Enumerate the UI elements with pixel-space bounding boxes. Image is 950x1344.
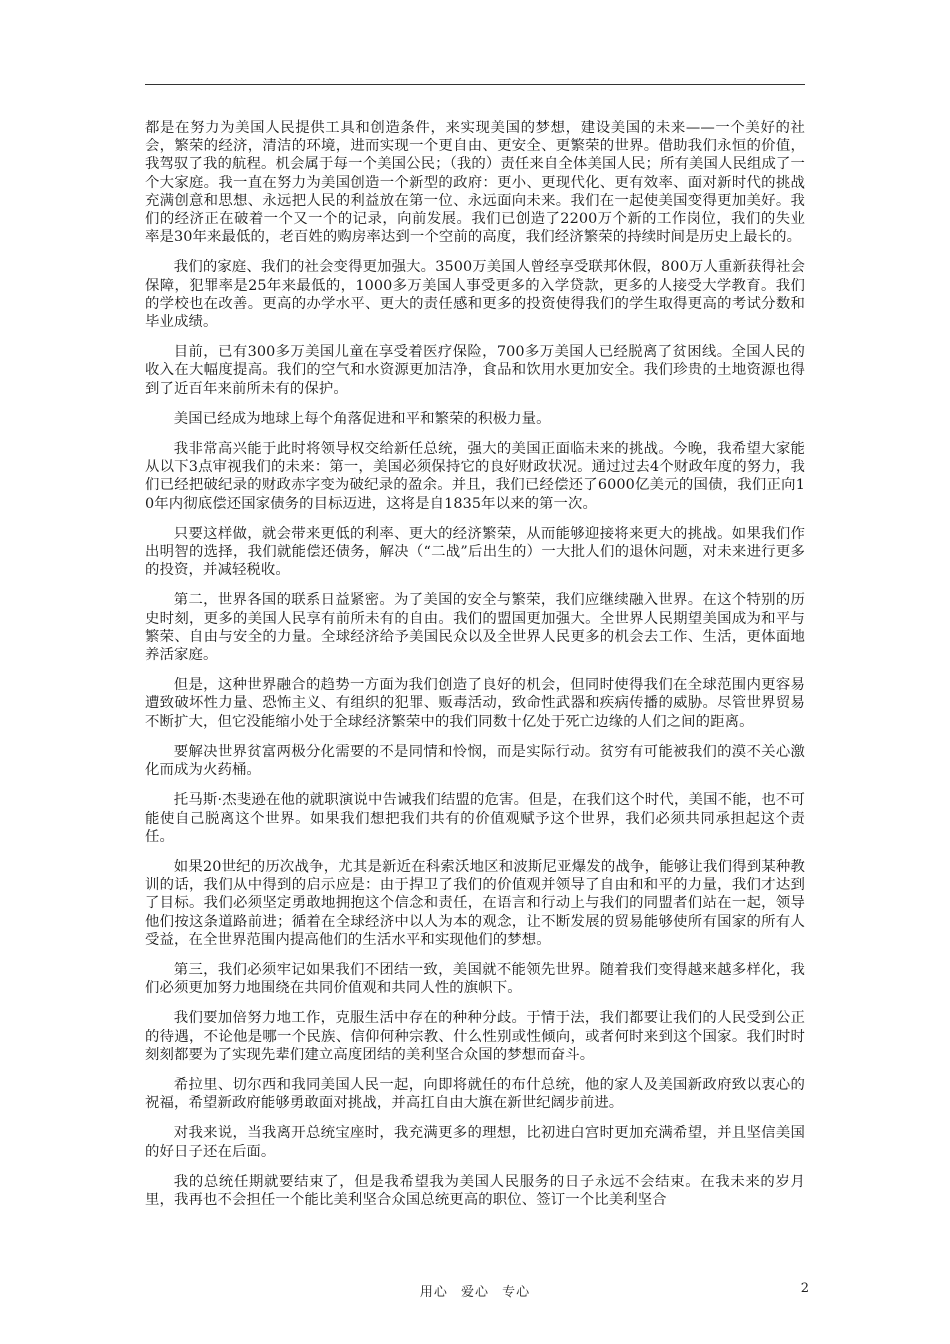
- paragraph: 只要这样做，就会带来更低的利率、更大的经济繁荣，从而能够迎接将来更大的挑战。如果我们作出明智的选择，我们就能偿还债务，解决（“二战”后出生的）一大批人们的退休问题，对未来进行更多的投资，并减轻税收。: [145, 525, 805, 579]
- paragraph: 我的总统任期就要结束了，但是我希望我为美国人民服务的日子永远不会结束。在我未来的岁月里，我再也不会担任一个能比美利坚合众国总统更高的职位、签订一个比美利坚合: [145, 1173, 805, 1208]
- paragraph: 我们要加倍努力地工作，克服生活中存在的种种分歧。于情于法，我们都要让我们的人民受到公正的待遇，不论他是哪一个民族、信仰何种宗教、什么性别或性倾向，或者何时来到这个国家。我们时时刻刻都要为了实现先辈们建立高度团结的美利坚合众国的梦想而奋斗。: [145, 1010, 805, 1063]
- paragraph: 要解决世界贫富两极分化需要的不是同情和怜悯，而是实际行动。贫穷有可能被我们的漠不关心激化而成为火药桶。: [145, 743, 805, 779]
- paragraph: 都是在努力为美国人民提供工具和创造条件，来实现美国的梦想，建设美国的未来——一个美好的社会，繁荣的经济，清洁的环境，进而实现一个更自由、更安全、更繁荣的世界。借助我们永恒的价值，我驾驭了我的航程。机会属于每一个美国公民；（我的）责任来自全体美国人民；所有美国人民组成了一个大家庭。我一直在努力为美国创造一个新型的政府：更小、更现代化、更有效率、面对新时代的挑战充满创意和思想、永远把人民的利益放在第一位、永远面向未来。我们在一起使美国变得更加美好。我们的经济正在破着一个又一个的记录，向前发展。我们已创造了2200万个新的工作岗位，我们的失业率是30年来最低的，老百姓的购房率达到一个空前的高度，我们经济繁荣的持续时间是历史上最长的。: [145, 120, 805, 246]
- footer-motto: 用心 爱心 专心: [419, 1285, 531, 1300]
- paragraph: 对我来说，当我离开总统宝座时，我充满更多的理想，比初进白宫时更加充满希望，并且坚信美国的好日子还在后面。: [145, 1125, 805, 1160]
- paragraph: 托马斯·杰斐逊在他的就职演说中告诫我们结盟的危害。但是，在我们这个时代，美国不能，也不可能使自己脱离这个世界。如果我们想把我们共有的价值观赋予这个世界，我们必须共同承担起这个责任。: [145, 792, 805, 845]
- paragraph: 美国已经成为地球上每个角落促进和平和繁荣的积极力量。: [173, 410, 551, 427]
- paragraph: 第二，世界各国的联系日益紧密。为了美国的安全与繁荣，我们应继续融入世界。在这个特别的历史时刻，更多的美国人民享有前所未有的自由。我们的盟国更加强大。全世界人民期望美国成为和平与繁荣、自由与安全的力量。全球经济给予美国民众以及全世界人民更多的机会去工作、生活，更体面地养活家庭。: [145, 592, 805, 664]
- paragraph: 我非常高兴能于此时将领导权交给新任总统，强大的美国正面临未来的挑战。今晚，我希望大家能从以下3点审视我们的未来：第一，美国必须保持它的良好财政状况。通过过去4个财政年度的努力，我们已经把破纪录的财政赤字变为破纪录的盈余。并且，我们已经偿还了6000亿美元的国债，我们正向10年内彻底偿还国家债务的目标迈进，这将是自1835年以来的第一次。: [145, 441, 805, 512]
- page-number: 2: [800, 1281, 809, 1296]
- paragraph: 第三，我们必须牢记如果我们不团结一致，美国就不能领先世界。随着我们变得越来越多样化，我们必须更加努力地围绕在共同价值观和共同人性的旗帜下。: [145, 961, 805, 997]
- paragraph: 目前，已有300多万美国儿童在享受着医疗保险，700多万美国人已经脱离了贫困线。全国人民的收入在大幅度提高。我们的空气和水资源更加洁净，食品和饮用水更加安全。我们珍贵的土地资源也得到了近百年来前所未有的保护。: [145, 344, 805, 397]
- paragraph: 如果20世纪的历次战争，尤其是新近在科索沃地区和波斯尼亚爆发的战争，能够让我们得到某种教训的话，我们从中得到的启示应是：由于捍卫了我们的价值观并领导了自由和和平的力量，我们才达到了目标。我们必须坚定勇敢地拥抱这个信念和责任，在语言和行动上与我们的同盟者们站在一起，领导他们按这条道路前进；循着在全球经济中以人为本的观念，让不断发展的贸易能够使所有国家的所有人受益，在全世界范围内提高他们的生活水平和实现他们的梦想。: [145, 858, 805, 948]
- header-rule: [145, 84, 805, 85]
- document-body: [145, 119, 805, 1221]
- paragraph: 但是，这种世界融合的趋势一方面为我们创造了良好的机会，但同时使得我们在全球范围内更容易遭致破坏性力量、恐怖主义、有组织的犯罪、贩毒活动，致命性武器和疾病传播的威胁。尽管世界贸易不断扩大，但它没能缩小处于全球经济繁荣中的我们同数十亿处于死亡边缘的人们之间的距离。: [145, 677, 805, 730]
- paragraph: 我们的家庭、我们的社会变得更加强大。3500万美国人曾经享受联邦休假，800万人重新获得社会保障，犯罪率是25年来最低的，1000多万美国人事受更多的入学贷款，更多的人接受大学教育。我们的学校也在改善。更高的办学水平、更大的责任感和更多的投资使得我们的学生取得更高的考试分数和毕业成绩。: [145, 259, 805, 331]
- paragraph: 希拉里、切尔西和我同美国人民一起，向即将就任的布什总统，他的家人及美国新政府致以衷心的祝福，希望新政府能够勇敢面对挑战，并高扛自由大旗在新世纪阔步前进。: [145, 1076, 805, 1112]
